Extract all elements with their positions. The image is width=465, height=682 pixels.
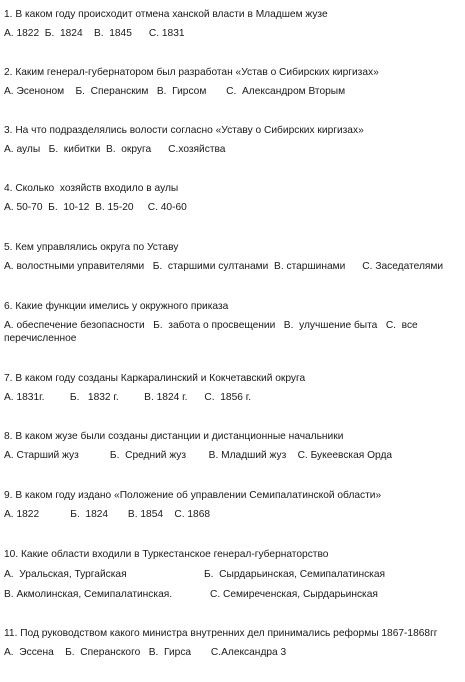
question-text: 3. На что подразделялись волости согласно «Уставу о Сибирских киргизах» xyxy=(4,125,364,136)
question-9 xyxy=(4,489,465,521)
question-text: 4. Сколько хозяйств входило в аулы xyxy=(4,183,179,194)
question-4 xyxy=(4,182,465,214)
answer-options: А. Эссена Б. Сперанского В. Гирса С.Александра 3 xyxy=(4,647,287,658)
answer-options-continued: перечисленное xyxy=(4,333,77,344)
question-8 xyxy=(4,430,465,462)
question-text: 10. Какие области входили в Туркестанское генерал-губернаторство xyxy=(4,549,329,560)
answer-options: А. Эсеноном Б. Сперанским В. Гирсом С. Александром Вторым xyxy=(4,86,346,97)
answer-options: А. волостными управителями Б. старшими султанами В. старшинами С. Заседателями xyxy=(4,261,444,272)
question-text: 7. В каком году созданы Каркаралинский и Кокчетавский округа xyxy=(4,373,306,384)
answer-options: А. 1822 Б. 1824 В. 1854 С. 1868 xyxy=(4,509,211,520)
answer-option-a: А. Уральская, Тургайская xyxy=(4,569,127,580)
question-2 xyxy=(4,66,465,98)
question-6 xyxy=(4,300,465,345)
question-text: 5. Кем управлялись округа по Уставу xyxy=(4,242,179,253)
question-3 xyxy=(4,124,465,156)
answer-option-d: С. Семиреченская, Сырдарьинская xyxy=(210,589,378,600)
question-text: 2. Каким генерал-губернатором был разработан «Устав о Сибирских киргизах» xyxy=(4,67,379,78)
question-1 xyxy=(4,8,465,40)
question-10 xyxy=(4,548,465,601)
answer-options: А. 1822 Б. 1824 В. 1845 С. 1831 xyxy=(4,28,185,39)
answer-options: А. 50-70 Б. 10-12 В. 15-20 С. 40-60 xyxy=(4,202,187,213)
question-5 xyxy=(4,241,465,273)
question-11 xyxy=(4,627,465,659)
answer-options: А. 1831г. Б. 1832 г. В. 1824 г. С. 1856 г. xyxy=(4,392,252,403)
answer-options: А. аулы Б. кибитки В. округа С.хозяйства xyxy=(4,144,226,155)
question-text: 11. Под руководством какого министра внутренних дел принимались реформы 1867-1868гг xyxy=(4,628,438,639)
question-text: 1. В каком году происходит отмена ханской власти в Младшем жузе xyxy=(4,9,328,20)
answer-option-c: В. Акмолинская, Семипалатинская. xyxy=(4,589,173,600)
answer-option-b: Б. Сырдарьинская, Семипалатинская xyxy=(204,569,386,580)
answer-options: А. Старший жуз Б. Средний жуз В. Младший жуз С. Букеевская Орда xyxy=(4,450,393,461)
question-text: 6. Какие функции имелись у окружного приказа xyxy=(4,301,229,312)
question-7 xyxy=(4,372,465,404)
answer-options: А. обеспечение безопасности Б. забота о просвещении В. улучшение быта С. все xyxy=(4,320,418,331)
question-text: 8. В каком жузе были созданы дистанции и дистанционные начальники xyxy=(4,431,344,442)
question-text: 9. В каком году издано «Положение об управлении Семипалатинской области» xyxy=(4,490,382,501)
